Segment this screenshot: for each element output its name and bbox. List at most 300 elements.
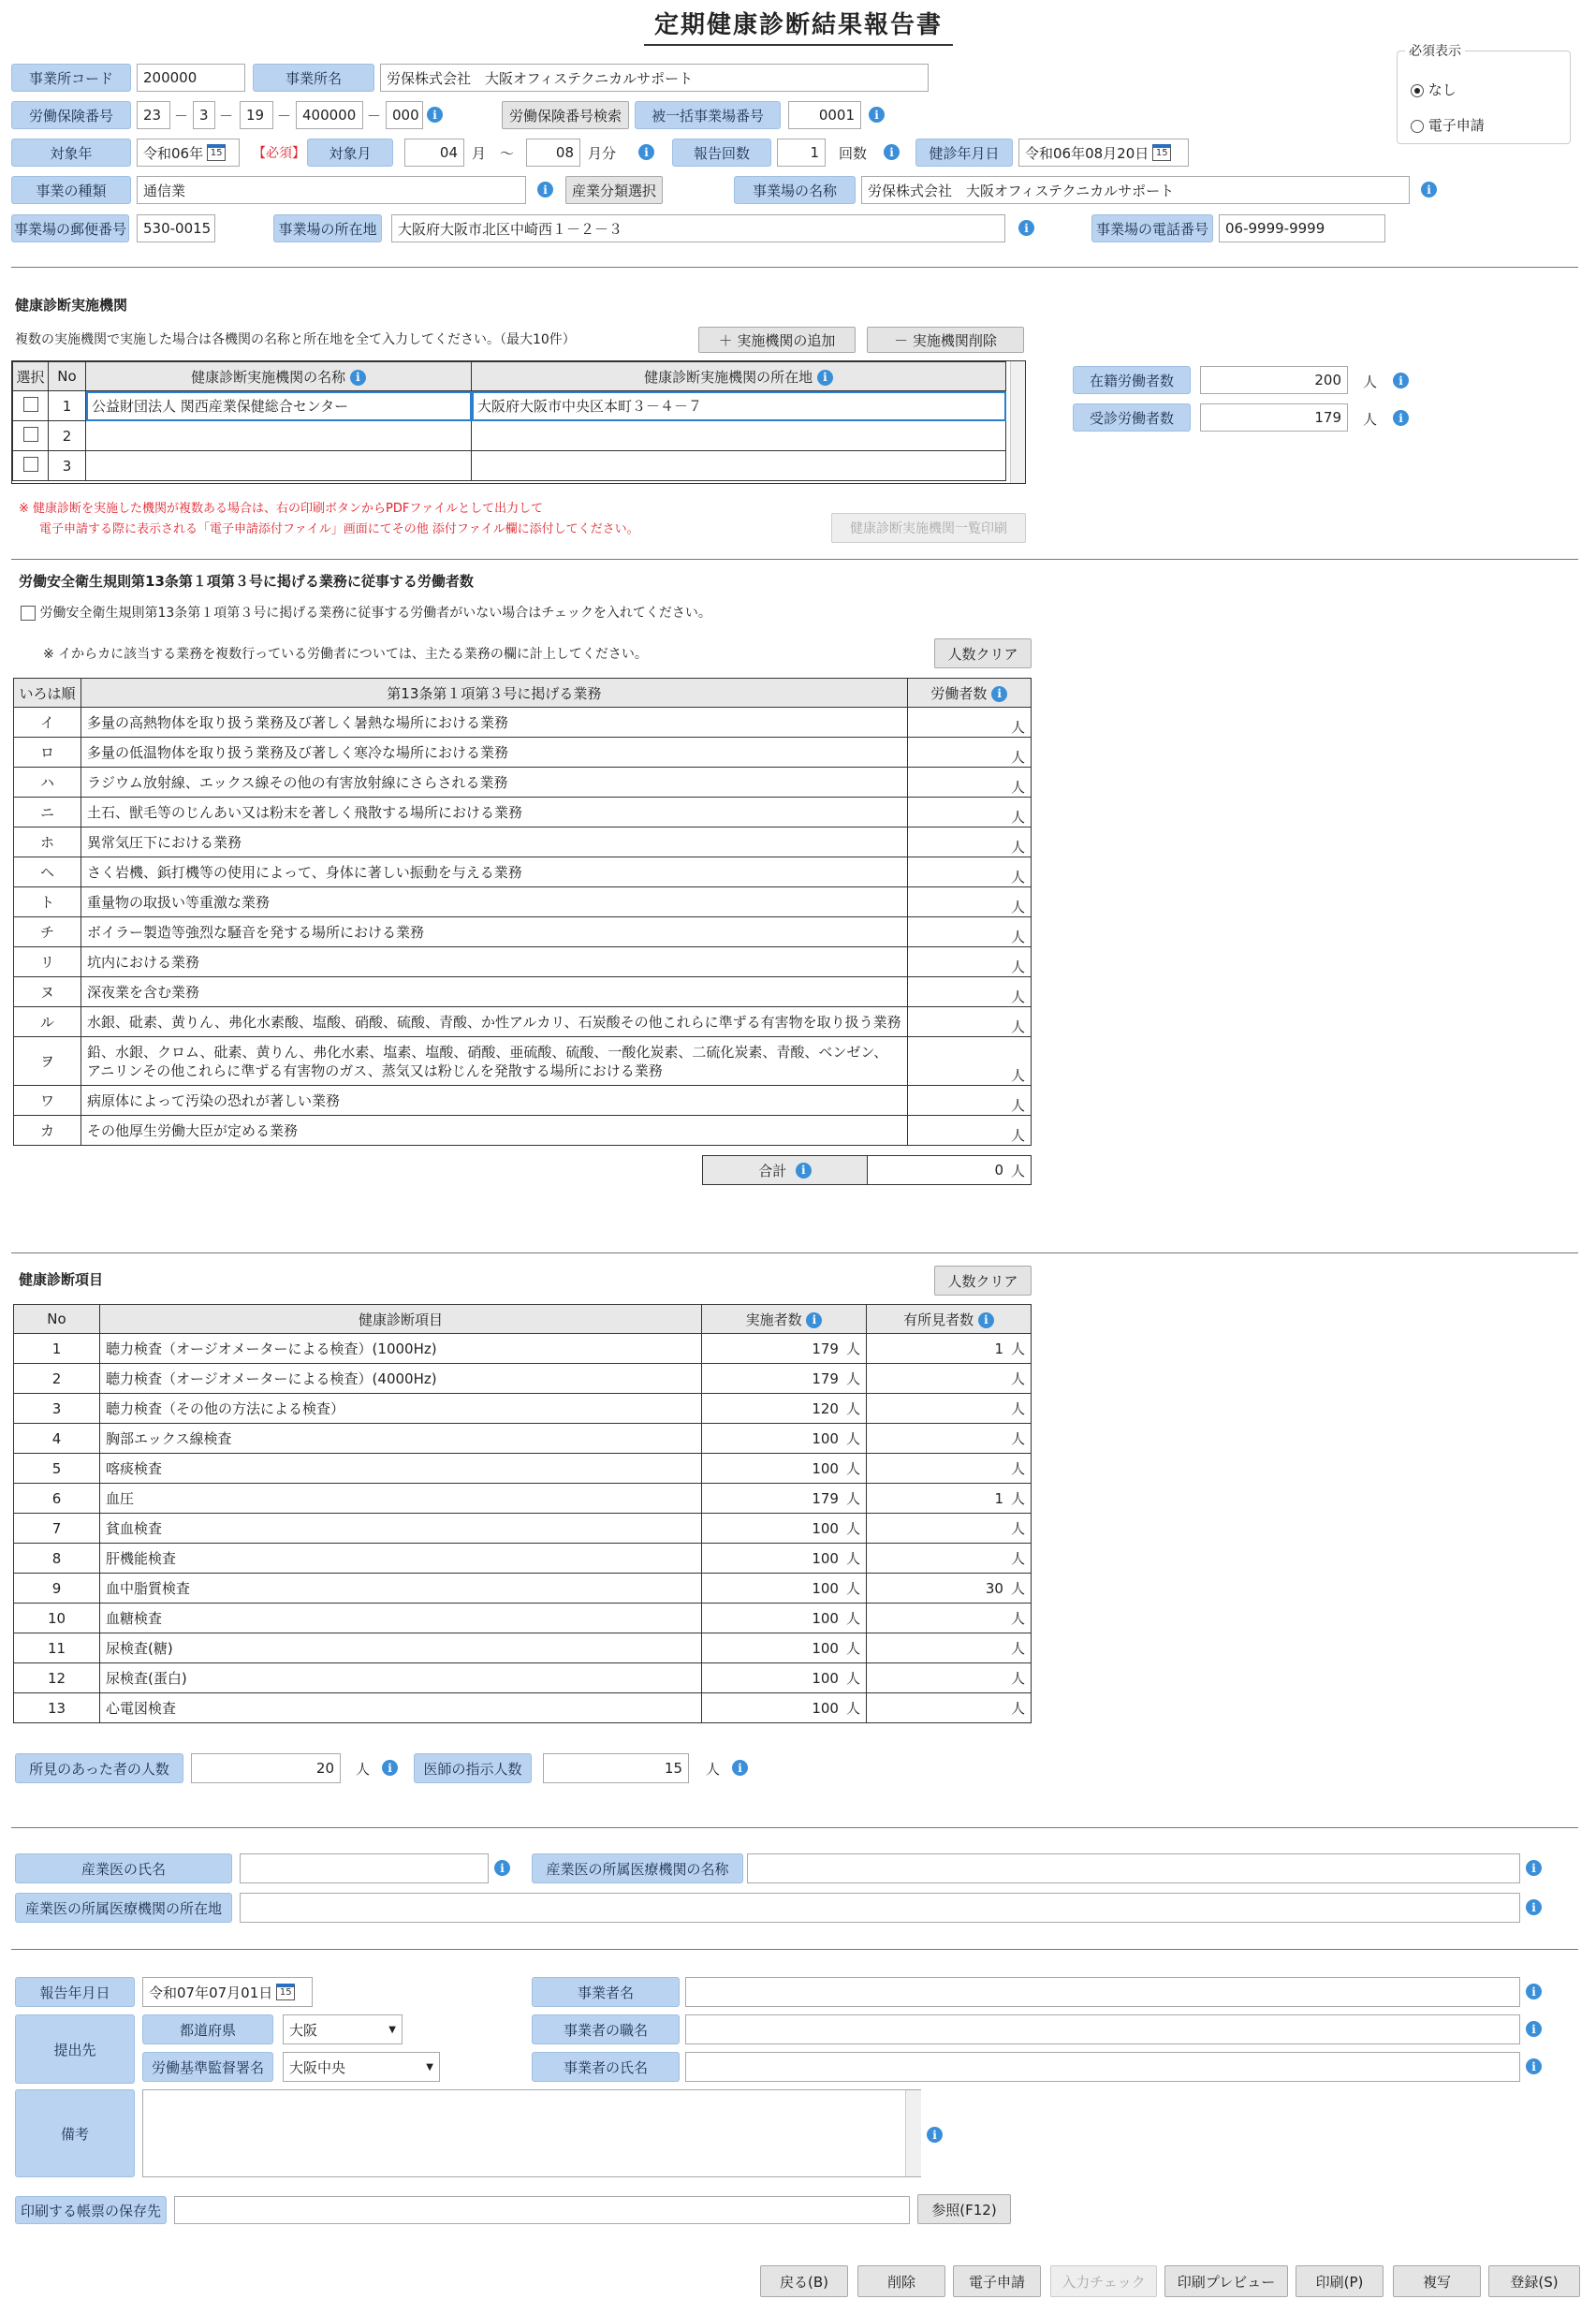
hazard-section-title: 労働安全衛生規則第13条第１項第３号に掲げる業務に従事する労働者数 — [19, 573, 474, 590]
delete-institution-button[interactable]: － 実施機関削除 — [867, 327, 1024, 353]
person-unit: 人 — [845, 1640, 860, 1657]
item-found-cell[interactable] — [867, 1604, 1032, 1633]
delete-button[interactable]: 削除 — [857, 2265, 945, 2297]
person-unit: 人 — [845, 1400, 860, 1417]
hazard-task-text: 病原体によって汚染の恐れが著しい業務 — [87, 1092, 341, 1109]
hazard-workers-cell[interactable] — [907, 1007, 1031, 1037]
pref-select[interactable] — [283, 2014, 403, 2044]
remarks-textarea[interactable] — [142, 2089, 921, 2177]
insurance-no-4[interactable]: 400000 — [296, 101, 363, 129]
hazard-key: ホ — [14, 827, 81, 857]
item-name: 聴力検査（オージオメーターによる検査）(4000Hz) — [100, 1364, 702, 1394]
institutions-note: 複数の実施機関で実施した場合は各機関の名称と所在地を全て入力してください。（最大10件） — [15, 332, 576, 347]
item-name: 血糖検査 — [100, 1604, 702, 1633]
site-name-label: 事業場の名称 — [734, 176, 856, 204]
workers-info-icon[interactable]: i — [991, 686, 1007, 702]
person-unit: 人 — [845, 1370, 860, 1387]
month-from-input[interactable]: 04 — [404, 139, 464, 167]
radio-e-application[interactable] — [1411, 115, 1485, 135]
row-checkbox[interactable] — [23, 397, 38, 412]
item-name: 尿検査(糖) — [100, 1633, 702, 1663]
hazard-task — [81, 708, 908, 738]
required-display-legend: 必須表示 — [1405, 41, 1465, 60]
person-unit: 人 — [1010, 1640, 1025, 1657]
month-info-icon[interactable]: i — [638, 144, 654, 160]
industry-select-button[interactable]: 産業分類選択 — [565, 176, 663, 204]
item-done-cell[interactable] — [702, 1544, 867, 1574]
hazard-key: ヲ — [14, 1037, 81, 1086]
item-done-value: 100 — [812, 1610, 839, 1627]
col-done-label: 実施者数 — [745, 1311, 802, 1328]
item-no: 9 — [14, 1574, 100, 1604]
item-found-cell[interactable] — [867, 1693, 1032, 1723]
office-code-label: 事業所コード — [11, 64, 131, 92]
person-unit: 人 — [1010, 989, 1025, 1005]
col-no: No — [49, 362, 86, 391]
insurance-no-1[interactable]: 23 — [137, 101, 170, 129]
item-found-cell[interactable] — [867, 1484, 1032, 1514]
institutions-table-wrap — [11, 360, 1026, 484]
site-name-input[interactable]: 労保株式会社 大阪オフィステクニカルサポート — [861, 176, 1410, 204]
physician-inst-input[interactable] — [747, 1853, 1520, 1883]
person-unit: 人 — [1010, 1127, 1025, 1144]
hazard-workers-cell[interactable] — [907, 827, 1031, 857]
bulk-no-info-icon[interactable]: i — [869, 107, 885, 123]
business-type-label: 事業の種類 — [11, 176, 131, 204]
findings-unit: 人 — [356, 1761, 371, 1778]
item-done-cell[interactable] — [702, 1394, 867, 1424]
insurance-sep-1: － — [174, 108, 189, 124]
person-unit: 人 — [845, 1430, 860, 1447]
calendar-icon[interactable]: 15 — [276, 1984, 295, 2000]
table-row — [14, 1633, 1032, 1663]
row-checkbox[interactable] — [23, 427, 38, 442]
item-found-cell[interactable] — [867, 1394, 1032, 1424]
doctor-input[interactable]: 15 — [543, 1753, 689, 1783]
hazard-task-line2: アニリンその他これらに準ずる有害物のガス、蒸気又は粉じんを発散する場所における業務 — [87, 1062, 663, 1079]
hazard-key: カ — [14, 1116, 81, 1146]
business-type-info-icon[interactable]: i — [537, 182, 553, 198]
item-done-cell[interactable] — [702, 1514, 867, 1544]
enrolled-unit: 人 — [1363, 373, 1378, 390]
col-done — [702, 1305, 867, 1334]
bulk-no-input[interactable]: 0001 — [788, 101, 861, 129]
examined-info-icon[interactable]: i — [1393, 410, 1409, 426]
hazard-task — [81, 857, 908, 887]
table-row — [14, 768, 1032, 798]
row-no: 3 — [49, 451, 86, 481]
enrolled-info-icon[interactable]: i — [1393, 373, 1409, 388]
address-input[interactable]: 大阪府大阪市北区中崎西１－２－３ — [391, 214, 1005, 242]
item-found-value: 30 — [985, 1580, 1003, 1597]
table-row — [14, 1334, 1032, 1364]
table-row — [14, 827, 1032, 857]
person-unit: 人 — [845, 1550, 860, 1567]
phone-label: 事業場の電話番号 — [1091, 214, 1213, 242]
item-found-cell[interactable] — [867, 1454, 1032, 1484]
items-section-title: 健康診断項目 — [19, 1271, 104, 1288]
save-path-input[interactable] — [174, 2196, 910, 2224]
physician-inst-info-icon[interactable]: i — [1526, 1860, 1542, 1876]
address-info-icon[interactable]: i — [1018, 220, 1034, 236]
calendar-icon[interactable]: 15 — [207, 144, 226, 161]
table-row — [14, 1424, 1032, 1454]
physician-name-label: 産業医の氏名 — [15, 1853, 232, 1883]
person-unit: 人 — [1010, 1460, 1025, 1477]
hazard-workers-cell[interactable] — [907, 1116, 1031, 1146]
col-inst-address — [472, 362, 1006, 391]
employer-title-info-icon[interactable]: i — [1526, 2021, 1542, 2037]
insurance-no-5[interactable]: 000 — [386, 101, 423, 129]
examined-unit: 人 — [1363, 411, 1378, 428]
item-done-cell[interactable] — [702, 1604, 867, 1633]
hazard-workers-cell[interactable] — [907, 887, 1031, 917]
required-display-group — [1397, 44, 1571, 144]
item-done-cell[interactable] — [702, 1633, 867, 1663]
hazard-task-text: 坑内における業務 — [87, 954, 200, 971]
table-row — [14, 1663, 1032, 1693]
item-name: 聴力検査（オージオメーターによる検査）(1000Hz) — [100, 1334, 702, 1364]
hazard-workers-cell[interactable] — [907, 857, 1031, 887]
person-unit: 人 — [1010, 839, 1025, 856]
office-name-input[interactable]: 労保株式会社 大阪オフィステクニカルサポート — [380, 64, 929, 92]
inst-name-cell[interactable] — [86, 421, 472, 451]
postal-input[interactable]: 530-0015 — [137, 214, 215, 242]
row-select[interactable] — [13, 451, 49, 481]
item-no: 2 — [14, 1364, 100, 1394]
target-year-value: 令和06年 — [143, 144, 204, 162]
institutions-warning-2: 電子申請する際に表示される「電子申請添付ファイル」画面にてその他 添付ファイル欄に添付してください。 — [39, 522, 639, 536]
month-to-unit: 月分 — [588, 145, 617, 162]
hazard-key: ワ — [14, 1086, 81, 1116]
done-info-icon[interactable]: i — [806, 1312, 822, 1328]
hazard-key: チ — [14, 917, 81, 947]
print-preview-button[interactable]: 印刷プレビュー — [1164, 2265, 1288, 2297]
person-unit: 人 — [1010, 1340, 1025, 1357]
hazard-task-text: ボイラー製造等強烈な騒音を発する場所における業務 — [87, 924, 425, 941]
institutions-warning-1: ※ 健康診断を実施した機関が複数ある場合は、右の印刷ボタンからPDFファイルとして出力して — [19, 502, 544, 516]
divider — [11, 1949, 1578, 1950]
hazard-task — [81, 977, 908, 1007]
table-row — [14, 1394, 1032, 1424]
person-unit: 人 — [845, 1490, 860, 1507]
table-row — [13, 421, 1006, 451]
report-count-input[interactable]: 1 — [777, 139, 826, 167]
item-name: 血中脂質検査 — [100, 1574, 702, 1604]
hazard-task — [81, 1086, 908, 1116]
doctor-label: 医師の指示人数 — [414, 1753, 532, 1783]
table-header-row — [14, 1305, 1032, 1334]
row-select[interactable] — [13, 421, 49, 451]
item-done-cell[interactable] — [702, 1334, 867, 1364]
insurance-sep-2: － — [219, 108, 234, 124]
register-button[interactable]: 登録(S) — [1488, 2265, 1580, 2297]
site-name-info-icon[interactable]: i — [1421, 182, 1437, 198]
hazard-none-check[interactable] — [21, 606, 36, 621]
hazard-total-info-icon[interactable]: i — [796, 1163, 812, 1179]
divider — [11, 1827, 1578, 1828]
findings-label: 所見のあった者の人数 — [15, 1753, 183, 1783]
required-mark: 【必須】 — [253, 146, 305, 161]
employer-input[interactable] — [685, 1977, 1520, 2007]
divider — [11, 1252, 1578, 1253]
insurance-sep-3: － — [277, 108, 292, 124]
physician-inst-label: 産業医の所属医療機関の名称 — [532, 1853, 743, 1883]
person-unit: 人 — [1010, 1520, 1025, 1537]
row-checkbox[interactable] — [23, 457, 38, 472]
item-done-value: 179 — [812, 1370, 839, 1387]
employer-name-info-icon[interactable]: i — [1526, 2058, 1542, 2074]
radio-none-label: なし — [1428, 81, 1457, 98]
hazard-workers-cell[interactable] — [907, 977, 1031, 1007]
pref-label: 都道府県 — [142, 2014, 273, 2044]
item-done-cell[interactable] — [702, 1663, 867, 1693]
item-done-cell[interactable] — [702, 1574, 867, 1604]
physician-addr-info-icon[interactable]: i — [1526, 1899, 1542, 1915]
col-workers — [907, 679, 1031, 708]
physician-name-input[interactable] — [240, 1853, 489, 1883]
hazard-task-text: 水銀、砒素、黄りん、弗化水素酸、塩酸、硝酸、硫酸、青酸、か性アルカリ、石炭酸その他これらに準ずる有害物を取り扱う業務 — [87, 1014, 901, 1031]
person-unit: 人 — [1010, 1700, 1025, 1717]
table-row — [14, 977, 1032, 1007]
report-count-info-icon[interactable]: i — [884, 144, 900, 160]
insurance-no-3[interactable]: 19 — [240, 101, 273, 129]
back-button[interactable]: 戻る(B) — [760, 2265, 848, 2297]
pref-select-value: 大阪 — [289, 2021, 318, 2039]
item-done-value: 100 — [812, 1700, 839, 1717]
item-no: 7 — [14, 1514, 100, 1544]
hazard-task-text: 深夜業を含む業務 — [87, 984, 200, 1001]
copy-button[interactable]: 複写 — [1393, 2265, 1481, 2297]
target-year-input[interactable] — [137, 139, 240, 167]
inst-name-cell[interactable]: 公益財団法人 関西産業保健総合センター — [86, 391, 472, 421]
dest-label: 提出先 — [15, 2014, 135, 2084]
employer-name-input[interactable] — [685, 2052, 1520, 2082]
item-done-cell[interactable] — [702, 1364, 867, 1394]
person-unit: 人 — [1010, 1018, 1025, 1035]
item-found-cell[interactable] — [867, 1663, 1032, 1693]
enrolled-input[interactable]: 200 — [1200, 366, 1348, 394]
item-name: 胸部エックス線検査 — [100, 1424, 702, 1454]
inst-address-cell[interactable]: 大阪府大阪市中央区本町３－４－７ — [472, 391, 1006, 421]
table-row — [14, 1574, 1032, 1604]
person-unit: 人 — [845, 1580, 860, 1597]
hazard-key: ト — [14, 887, 81, 917]
person-unit: 人 — [845, 1610, 860, 1627]
person-unit: 人 — [1010, 1580, 1025, 1597]
hazard-total-label-text: 合計 — [758, 1162, 787, 1179]
item-done-value: 100 — [812, 1670, 839, 1687]
table-row — [14, 708, 1032, 738]
add-institution-button[interactable]: ＋ 実施機関の追加 — [698, 327, 856, 353]
address-label: 事業場の所在地 — [273, 214, 382, 242]
chevron-down-icon: ▼ — [426, 2061, 433, 2072]
item-no: 5 — [14, 1454, 100, 1484]
item-done-cell[interactable] — [702, 1484, 867, 1514]
office-name-label: 事業所名 — [253, 64, 374, 92]
radio-e-application-indicator[interactable] — [1411, 120, 1424, 133]
col-found-label: 有所見者数 — [903, 1311, 974, 1328]
physician-name-info-icon[interactable]: i — [494, 1860, 510, 1876]
input-check-button[interactable]: 入力チェック — [1050, 2265, 1157, 2297]
table-row — [14, 1086, 1032, 1116]
remarks-info-icon[interactable]: i — [927, 2127, 943, 2143]
hazard-workers-cell[interactable] — [907, 1086, 1031, 1116]
item-no: 12 — [14, 1663, 100, 1693]
calendar-icon[interactable]: 15 — [1152, 144, 1171, 161]
office-select[interactable] — [283, 2052, 440, 2082]
inst-address-cell[interactable] — [472, 421, 1006, 451]
item-found-cell[interactable] — [867, 1364, 1032, 1394]
item-found-cell[interactable] — [867, 1544, 1032, 1574]
insurance-no-2[interactable]: 3 — [193, 101, 215, 129]
item-no: 1 — [14, 1334, 100, 1364]
item-done-value: 100 — [812, 1520, 839, 1537]
col-inst-name — [86, 362, 472, 391]
hazard-workers-cell[interactable] — [907, 917, 1031, 947]
person-unit: 人 — [1010, 1067, 1025, 1084]
table-row — [14, 1693, 1032, 1723]
hazard-clear-button[interactable]: 人数クリア — [934, 638, 1032, 668]
item-done-value: 100 — [812, 1460, 839, 1477]
person-unit: 人 — [1010, 809, 1025, 826]
inst-address-cell[interactable] — [472, 451, 1006, 481]
table-row — [14, 738, 1032, 768]
inst-name-info-icon[interactable]: i — [350, 370, 366, 386]
col-task: 第13条第１項第３号に掲げる業務 — [81, 679, 908, 708]
page-title: 定期健康診断結果報告書 — [644, 6, 953, 46]
table-row — [14, 947, 1032, 977]
examined-input[interactable]: 179 — [1200, 403, 1348, 432]
item-no: 13 — [14, 1693, 100, 1723]
institutions-scrollbar[interactable] — [1010, 361, 1026, 484]
person-unit: 人 — [845, 1460, 860, 1477]
hazard-task — [81, 768, 908, 798]
table-row — [14, 798, 1032, 827]
found-info-icon[interactable]: i — [978, 1312, 994, 1328]
person-unit: 人 — [1010, 1550, 1025, 1567]
doctor-info-icon[interactable]: i — [732, 1760, 748, 1776]
item-done-cell[interactable] — [702, 1424, 867, 1454]
person-unit: 人 — [1010, 1490, 1025, 1507]
employer-title-label: 事業者の職名 — [532, 2014, 680, 2044]
item-done-value: 100 — [812, 1430, 839, 1447]
col-found — [867, 1305, 1032, 1334]
hazard-task-text: さく岩機、鋲打機等の使用によって、身体に著しい振動を与える業務 — [87, 864, 522, 881]
hazard-task-text: 鉛、水銀、クロム、砒素、黄りん、弗化水素、塩素、塩酸、硝酸、亜硫酸、硫酸、一酸化炭素、二硫化炭素、青酸、ベンゼン、 — [87, 1043, 888, 1061]
row-select[interactable] — [13, 391, 49, 421]
table-header-row — [14, 679, 1032, 708]
person-unit: 人 — [1010, 1610, 1025, 1627]
hazard-workers-cell[interactable] — [907, 768, 1031, 798]
radio-none-indicator[interactable] — [1411, 84, 1424, 97]
phone-input[interactable]: 06-9999-9999 — [1219, 214, 1385, 242]
business-type-input[interactable]: 通信業 — [137, 176, 526, 204]
report-date-input[interactable] — [142, 1977, 313, 2007]
remarks-scrollbar[interactable] — [905, 2090, 921, 2176]
hazard-workers-cell[interactable] — [907, 738, 1031, 768]
insurance-search-button[interactable]: 労働保険番号検索 — [502, 101, 629, 129]
hazard-task — [81, 887, 908, 917]
e-application-button[interactable]: 電子申請 — [953, 2265, 1041, 2297]
employer-info-icon[interactable]: i — [1526, 1984, 1542, 1999]
item-found-cell[interactable] — [867, 1574, 1032, 1604]
table-row — [14, 1484, 1032, 1514]
table-row — [14, 1454, 1032, 1484]
item-done-cell[interactable] — [702, 1693, 867, 1723]
doctor-unit: 人 — [706, 1761, 721, 1778]
employer-label: 事業者名 — [532, 1977, 680, 2007]
person-unit: 人 — [1010, 719, 1025, 736]
hazard-workers-cell[interactable] — [907, 1037, 1031, 1086]
insurance-info-icon[interactable]: i — [427, 107, 443, 123]
item-done-value: 179 — [812, 1340, 839, 1357]
item-done-cell[interactable] — [702, 1454, 867, 1484]
person-unit: 人 — [845, 1340, 860, 1357]
col-inst-name-label: 健康診断実施機関の名称 — [191, 368, 346, 386]
hazard-total-row — [702, 1155, 1032, 1185]
item-found-cell[interactable] — [867, 1424, 1032, 1454]
office-select-value: 大阪中央 — [289, 2058, 346, 2076]
item-found-cell[interactable] — [867, 1514, 1032, 1544]
item-no: 10 — [14, 1604, 100, 1633]
person-unit: 人 — [1010, 1097, 1025, 1114]
hazard-note: ※ イからカに該当する業務を複数行っている労働者については、主たる業務の欄に計上してください。 — [43, 647, 648, 662]
item-found-cell[interactable] — [867, 1633, 1032, 1663]
hazard-workers-cell[interactable] — [907, 798, 1031, 827]
table-row — [13, 451, 1006, 481]
print-button[interactable]: 印刷(P) — [1296, 2265, 1384, 2297]
hazard-task — [81, 1037, 908, 1086]
divider — [11, 267, 1578, 268]
hazard-key: ニ — [14, 798, 81, 827]
employer-title-input[interactable] — [685, 2014, 1520, 2044]
physician-addr-label: 産業医の所属医療機関の所在地 — [15, 1893, 232, 1923]
divider — [11, 559, 1578, 560]
inst-name-cell[interactable] — [86, 451, 472, 481]
hazard-total-label — [703, 1156, 868, 1184]
hazard-workers-cell[interactable] — [907, 947, 1031, 977]
month-to-input[interactable]: 08 — [526, 139, 580, 167]
findings-info-icon[interactable]: i — [382, 1760, 398, 1776]
inst-address-info-icon[interactable]: i — [817, 370, 833, 386]
hazard-task-text: 異常気圧下における業務 — [87, 834, 242, 851]
hazard-workers-cell[interactable] — [907, 708, 1031, 738]
browse-button[interactable]: 参照(F12) — [917, 2194, 1011, 2224]
exam-date-input[interactable] — [1018, 139, 1189, 167]
items-clear-button[interactable]: 人数クリア — [934, 1266, 1032, 1296]
person-unit: 人 — [845, 1670, 860, 1687]
item-no: 4 — [14, 1424, 100, 1454]
print-institution-list-button[interactable]: 健康診断実施機関一覧印刷 — [831, 513, 1026, 543]
person-unit: 人 — [1010, 749, 1025, 766]
radio-none[interactable] — [1411, 80, 1457, 99]
person-unit: 人 — [1010, 779, 1025, 796]
hazard-none-checkbox[interactable] — [21, 603, 711, 622]
physician-addr-input[interactable] — [240, 1893, 1520, 1923]
findings-input[interactable]: 20 — [191, 1753, 341, 1783]
item-found-cell[interactable] — [867, 1334, 1032, 1364]
insurance-no-label: 労働保険番号 — [11, 101, 131, 129]
target-month-label: 対象月 — [307, 139, 393, 167]
person-unit: 人 — [845, 1520, 860, 1537]
hazard-task — [81, 1116, 908, 1146]
table-row — [13, 391, 1006, 421]
office-code-input[interactable]: 200000 — [137, 64, 245, 92]
employer-name-label: 事業者の氏名 — [532, 2052, 680, 2082]
institutions-table — [12, 361, 1006, 481]
bulk-no-label: 被一括事業場番号 — [635, 101, 781, 129]
